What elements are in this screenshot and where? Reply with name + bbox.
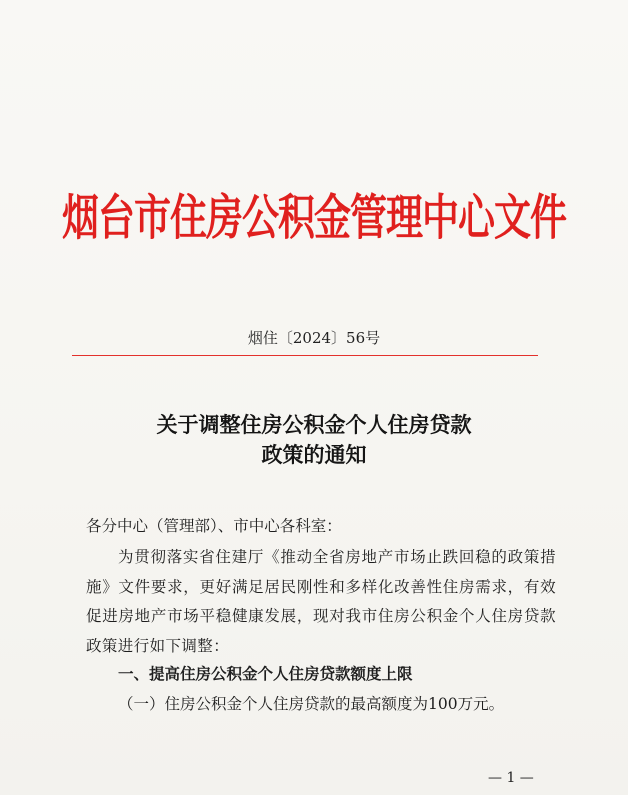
document-number: 烟住〔2024〕56号 — [247, 329, 381, 347]
red-divider-line — [72, 355, 538, 356]
title-line-2: 政策的通知 — [261, 442, 367, 467]
salutation: 各分中心（管理部）、市中心各科室： — [86, 517, 342, 535]
page-number: — 1 — — [488, 770, 534, 786]
document-header: 烟台市住房公积金管理中心文件 — [62, 189, 566, 246]
title-line-1: 关于调整住房公积金个人住房贷款 — [156, 412, 472, 437]
document-title — [0, 410, 628, 470]
section-1-item-1: （一）住房公积金个人住房贷款的最高额度为100万元。 — [118, 695, 505, 713]
intro-paragraph: 为贯彻落实省住建厅《推动全省房地产市场止跌回稳的政策措施》文件要求，更好满足居民刚性和多样化改善性住房需求，有效促进房地产市场平稳健康发展，现对我市住房公积金个人住房贷款政策进行如下调整： — [86, 548, 556, 655]
section-1-heading: 一、提高住房公积金个人住房贷款额度上限 — [118, 665, 413, 683]
